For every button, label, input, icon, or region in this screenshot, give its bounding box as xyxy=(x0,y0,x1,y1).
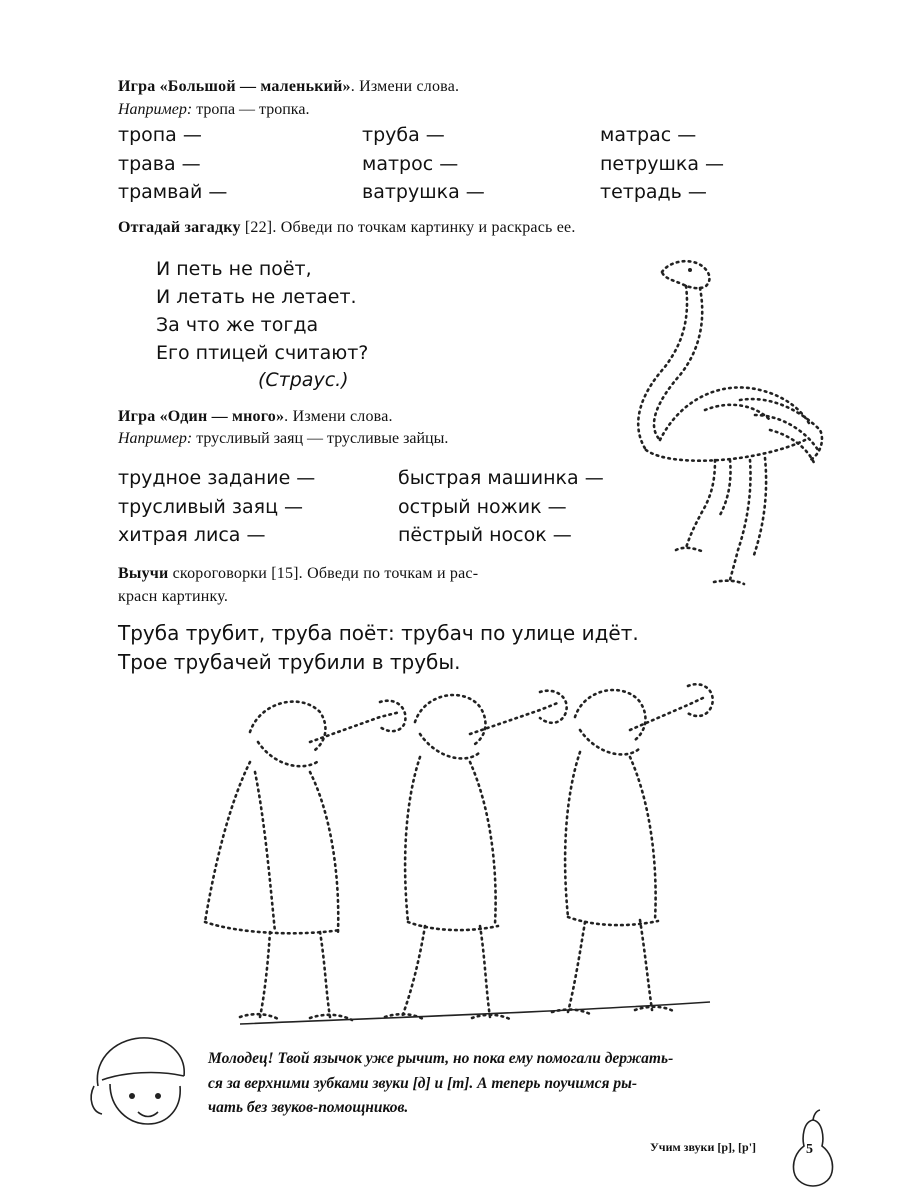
twisters-header-line2: красн картинку. xyxy=(118,588,229,605)
game1-title xyxy=(118,78,459,96)
word-cell: трамвай — xyxy=(118,181,228,203)
riddle-header-rest: [22]. Обведи по точкам картинку и раскрась ее. xyxy=(240,219,576,236)
riddle-poem xyxy=(156,255,368,367)
praise-text xyxy=(208,1047,838,1121)
twister-line: Трое трубачей трубили в трубы. xyxy=(118,650,461,674)
word-cell: петрушка — xyxy=(600,153,725,175)
word-cell: матрас — xyxy=(600,124,697,146)
game2-example-label: Например: xyxy=(118,430,193,447)
game2-title-prefix: Игра xyxy=(118,408,160,425)
praise-line: чать без звуков-помощников. xyxy=(208,1099,409,1116)
game2-example xyxy=(118,430,448,448)
twister-line: Труба трубит, труба поёт: трубач по улице идёт. xyxy=(118,621,639,645)
gnome-mascot-icon xyxy=(88,1028,200,1128)
game2-title xyxy=(118,408,393,426)
poem-line: Его птицей считают? xyxy=(156,342,369,364)
twisters-header-bold: Выучи xyxy=(118,565,169,582)
word-cell: пёстрый носок — xyxy=(398,524,572,546)
word-cell: труба — xyxy=(362,124,445,146)
pear-icon xyxy=(788,1108,838,1188)
word-cell: трава — xyxy=(118,153,201,175)
word-cell: ватрушка — xyxy=(362,181,485,203)
poem-line: И летать не летает. xyxy=(156,286,357,308)
poem-line: За что же тогда xyxy=(156,314,319,336)
riddle-answer: (Страус.) xyxy=(258,369,349,391)
game1-example-label: Например: xyxy=(118,101,193,118)
page-number: 5 xyxy=(806,1142,813,1157)
game1-title-prefix: Игра xyxy=(118,78,160,95)
footer-section: Учим звуки [р], [р'] xyxy=(650,1140,757,1154)
dotted-trumpeters-drawing xyxy=(205,684,713,1024)
game1-title-suffix: . Измени слова. xyxy=(350,78,460,95)
twisters-header-rest: скороговорки [15]. Обведи по точкам и рас- xyxy=(168,565,479,582)
game1-example-text: тропа — тропка. xyxy=(192,101,310,118)
game1-title-game: «Большой — маленький» xyxy=(159,78,351,95)
word-cell: матрос — xyxy=(362,153,459,175)
game1-example xyxy=(118,101,309,119)
twisters-header-line1 xyxy=(118,562,478,585)
word-cell: острый ножик — xyxy=(398,496,567,518)
word-cell: хитрая лиса — xyxy=(118,524,266,546)
word-cell: быстрая машинка — xyxy=(398,467,604,489)
praise-line: ся за верхними зубками звуки [д] и [т]. А теперь поучимся ры- xyxy=(208,1074,638,1092)
trumpeters-icon xyxy=(180,672,720,1037)
ostrich-icon xyxy=(620,250,840,595)
poem-line: И петь не поёт, xyxy=(156,258,312,280)
word-cell: трудное задание — xyxy=(118,467,316,489)
praise-line: Молодец! Твой язычок уже рычит, но пока ему помогали держать- xyxy=(208,1050,674,1067)
word-cell: тропа — xyxy=(118,124,202,146)
riddle-header-bold: Отгадай загадку xyxy=(118,219,241,236)
riddle-header xyxy=(118,219,576,237)
game2-title-game: «Один — много» xyxy=(159,408,285,425)
twisters-header xyxy=(118,562,478,608)
dotted-ostrich-drawing xyxy=(638,261,822,584)
game2-example-text: трусливый заяц — трусливые зайцы. xyxy=(192,430,449,447)
word-cell: трусливый заяц — xyxy=(118,496,304,518)
game2-title-suffix: . Измени слова. xyxy=(284,408,393,425)
word-cell: тетрадь — xyxy=(600,181,707,203)
